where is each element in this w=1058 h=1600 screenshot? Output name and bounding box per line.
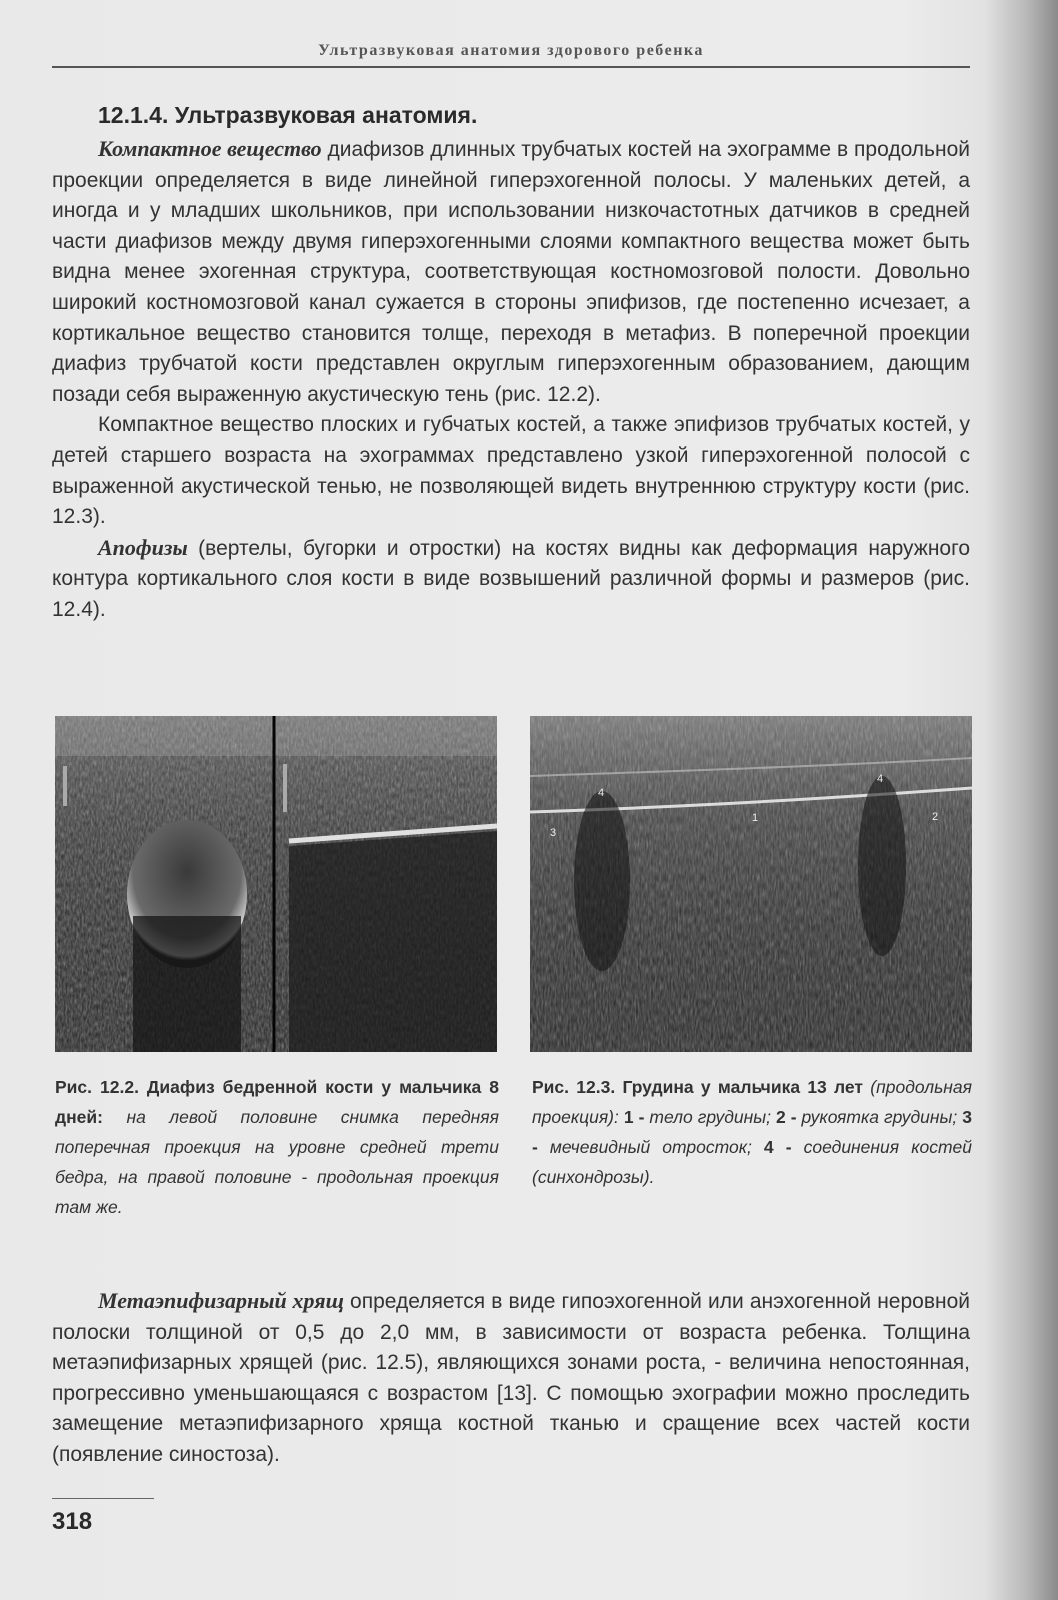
paragraph-flat-bones: [52, 410, 970, 532]
caption-intro: (продольная проекция):: [532, 1077, 972, 1127]
caption-label: Рис. 12.2. Диафиз бедренной кости у мальчика 8 дней:: [55, 1077, 499, 1127]
header-rule: [52, 66, 970, 68]
ultrasound-image-sternum: [530, 716, 972, 1052]
marker-2: 2: [932, 811, 939, 823]
body-text-top: [52, 134, 970, 626]
running-head: Ультразвуковая анатомия здорового ребенка: [318, 42, 704, 59]
paragraph-cartilage: [52, 1286, 970, 1471]
footer-rule: [52, 1498, 154, 1499]
marker-4-right: 4: [877, 773, 884, 785]
marker-3: 3: [550, 827, 557, 839]
caption-figure-12-2: [55, 1072, 499, 1222]
caption-figure-12-3: [532, 1072, 972, 1192]
term-compact-substance: Компактное вещество: [98, 136, 322, 161]
paragraph-text: диафизов длинных трубчатых костей на эхограмме в продольной проекции определяется в виде линейной гиперэхогенной полосы. У маленьких детей, а иногда и у младших школьников, при использовании низкочастотных датчиков в средней части диафизов между двумя гиперэхогенными слоями компактного вещества может быть видна менее эхогенная структура, соответствующая костномозговой полости. Довольно широкий костномозговой канал сужается в стороны эпифизов, где постепенно исчезает, а кортикальное вещество становится толще, переходя в метафиз. В поперечной проекции диафиз трубчатой кости представлен округлым гиперэхогенным образованием, дающим позади себя выраженную акустическую тень (рис. 12.2).: [52, 138, 970, 406]
legend-text-3: мечевидный отросток;: [537, 1137, 752, 1157]
legend-num-4: 4 -: [751, 1137, 792, 1157]
marker-1: 1: [752, 812, 759, 824]
legend-text-2: рукоятка грудины;: [796, 1107, 958, 1127]
page-number: 318: [52, 1508, 93, 1535]
caption-label: Рис. 12.3. Грудина у мальчика 13 лет: [532, 1077, 864, 1097]
term-apophyses: Апофизы: [98, 534, 188, 560]
marker-4-left: 4: [598, 787, 605, 799]
legend-text-1: тело грудины;: [644, 1107, 772, 1127]
paragraph-compact-substance: [52, 134, 970, 410]
paragraph-apophyses: [52, 533, 970, 626]
term-cartilage: Метаэпифизарный хрящ: [98, 1288, 344, 1313]
legend-num-2: 2 -: [771, 1107, 797, 1127]
body-text-bottom: [52, 1286, 970, 1471]
paragraph-text: определяется в виде гипоэхогенной или анэхогенной неровной полоски толщиной от 0,5 до 2,0 мм, в зависимости от возраста ребенка. Толщина метаэпифизарных хрящей (рис. 12.5), являющихся зонами роста, - величина непостоянная, прогрессивно уменьшающаяся с возрастом [13]. С помощью эхографии можно проследить замещение метаэпифизарного хряща костной тканью и сращение всех частей кости (появление синостоза).: [52, 1290, 970, 1466]
legend-num-1: 1 -: [618, 1107, 645, 1127]
section-title: 12.1.4. Ультразвуковая анатомия.: [98, 102, 478, 128]
legend-num-3: 3 -: [532, 1107, 972, 1157]
legend-text-4: соединения костей (синхондрозы).: [532, 1137, 972, 1187]
caption-text: на левой половине снимка передняя поперечная проекция на уровне средней трети бедра, на правой половине - продольная проекция там же.: [55, 1107, 499, 1217]
paragraph-text: (вертелы, бугорки и отростки) на костях видны как деформация наружного контура кортикального слоя кости в виде возвышений различной формы и размеров (рис. 12.4).: [52, 536, 970, 621]
paragraph-text: Компактное вещество плоских и губчатых костей, а также эпифизов трубчатых костей, у детей старшего возраста на эхограммах представлено узкой гиперэхогенной полосой с выраженной акустической тенью, не позволяющей видеть внутреннюю структуру кости (рис. 12.3).: [52, 413, 970, 529]
ultrasound-image-femur: [55, 716, 497, 1052]
